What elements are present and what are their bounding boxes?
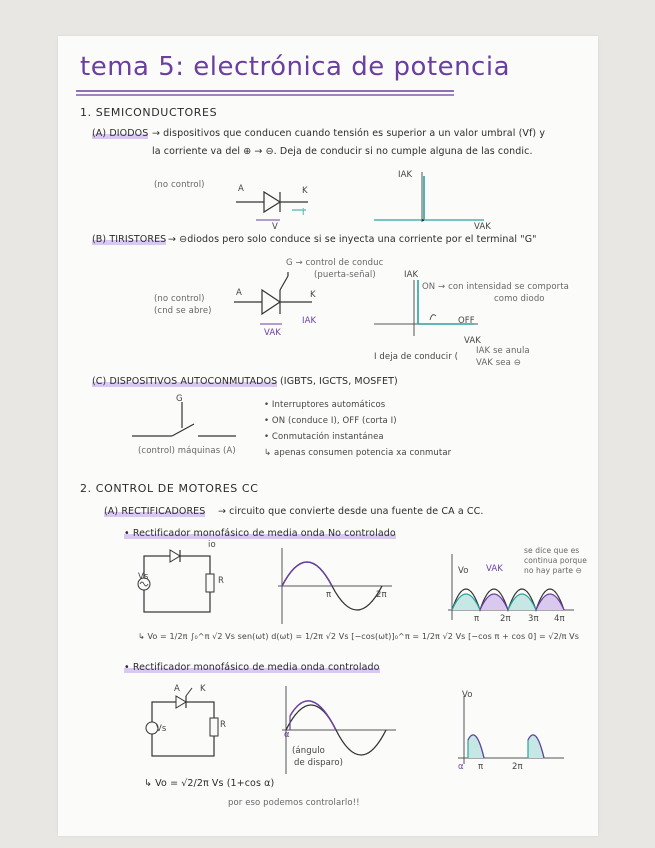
thyristor-off-label: OFF (458, 316, 475, 326)
rect2-angle: (ángulo (292, 746, 325, 756)
diode-cathode: K (302, 186, 308, 196)
thyristor-on-label: ON → con intensidad se comporta (422, 282, 569, 292)
diodos-no-control: (no control) (154, 180, 205, 190)
thyristor-cathode: K (310, 290, 316, 300)
rect2-output-plot (456, 696, 566, 766)
diode-v: V (272, 222, 278, 232)
rect1-sine-2pi: 2π (376, 590, 387, 600)
rect1-sine-pi: π (326, 590, 332, 600)
rect2-vo: Vo (462, 690, 473, 700)
rect1-note2: continua porque (524, 556, 587, 565)
rect1-out-4pi: 4π (554, 614, 565, 624)
rect2-out-pi: π (478, 762, 484, 772)
rect2-alpha: α (284, 730, 290, 740)
rect1-out-3pi: 3π (528, 614, 539, 624)
thyristor-no-control2: (cnd se abre) (154, 306, 212, 316)
switch-symbol (132, 396, 242, 442)
rect2-angle2: de disparo) (294, 758, 344, 768)
rect1-title: • Rectificador monofásico de media onda No controlado (124, 528, 396, 539)
diodos-line1: → dispositivos que conducen cuando tensión es superior a un valor umbral (Vf) y (152, 128, 546, 139)
rect1-vak-label: VAK (486, 564, 503, 574)
title-underline (76, 88, 456, 98)
rect1-note3: no hay parte ⊖ (524, 566, 582, 575)
diodos-label: (A) DIODOS (92, 128, 149, 139)
thyristor-no-control: (no control) (154, 294, 205, 304)
deja-de-conducir: I deja de conducir ( (374, 352, 459, 362)
tiristores-label: (B) TIRISTORES (92, 234, 167, 245)
autoconmutados-label: (C) DISPOSITIVOS AUTOCONMUTADOS (92, 376, 278, 387)
thyristor-anode: A (236, 288, 242, 298)
auto-bullet-4: ↳ apenas consumen potencia xa conmutar (264, 448, 452, 458)
rect1-r: R (218, 576, 225, 586)
section-1-heading: 1. SEMICONDUCTORES (80, 106, 218, 119)
notebook-page (58, 36, 598, 836)
tiristores-line1: → ⊖diodos pero solo conduce si se inyecta una corriente por el terminal "G" (168, 234, 537, 245)
diode-vak-axis: VAK (474, 222, 491, 232)
gate-note: G → control de conduc (286, 258, 384, 268)
rect2-out-2pi: 2π (512, 762, 523, 772)
auto-bullet-3: • Conmutación instantánea (264, 432, 384, 442)
page-title: tema 5: electrónica de potencia (80, 52, 511, 82)
diode-i: i (302, 208, 305, 218)
rect2-note: por eso podemos controlarlo!! (228, 798, 360, 808)
switch-gate: G (176, 394, 183, 404)
rect2-formula: ↳ Vo = √2/2π Vs (1+cos α) (144, 778, 275, 789)
diodos-line2: la corriente va del ⊕ → ⊖. Deja de conducir si no cumple alguna de las condic. (152, 146, 533, 157)
thyristor-iak: IAK (302, 316, 317, 326)
rect1-circuit (136, 546, 226, 620)
section-2-heading: 2. CONTROL DE MOTORES CC (80, 482, 259, 495)
rectificadores-text: → circuito que convierte desde una fuente de CA a CC. (218, 506, 484, 517)
thyristor-vak: VAK (264, 328, 281, 338)
deja-cond1: IAK se anula (476, 346, 530, 356)
rect1-out-2pi: 2π (500, 614, 511, 624)
auto-bullet-1: • Interruptores automáticos (264, 400, 386, 410)
rect2-out-alpha: α (458, 762, 464, 772)
switch-caption: (control) máquinas (A) (138, 446, 236, 456)
thyristor-symbol (234, 272, 330, 336)
rect1-formula: ↳ Vo = 1/2π ∫₀^π √2 Vs sen(ωt) d(ωt) = 1/2π √2 Vs [−cos(ωt)]₀^π = 1/2π √2 Vs [−cos π + cos 0] = √2/π Vs (138, 632, 580, 641)
rect1-vo-label: Vo (458, 566, 469, 576)
deja-cond2: VAK sea ⊖ (476, 358, 521, 368)
rect2-vs: Vs (156, 724, 167, 734)
thyristor-iak-axis: IAK (404, 270, 419, 280)
rect2-r: R (220, 720, 227, 730)
rect2-a: A (174, 684, 180, 694)
diode-symbol (236, 182, 326, 230)
thyristor-on-label2: como diodo (494, 294, 545, 304)
rect1-sine-plot (276, 548, 396, 624)
thyristor-vak-axis: VAK (464, 336, 481, 346)
rect1-note1: se dice que es (524, 546, 580, 555)
autoconmutados-examples: (IGBTS, IGCTS, MOSFET) (280, 376, 398, 387)
diode-anode: A (238, 184, 244, 194)
rect2-k: K (200, 684, 206, 694)
diode-iak-axis: IAK (398, 170, 413, 180)
rect1-io: io (208, 540, 216, 550)
rect1-vs: Vs (138, 572, 149, 582)
rect1-out-pi: π (474, 614, 480, 624)
rect2-title: • Rectificador monofásico de media onda controlado (124, 662, 380, 673)
rectificadores-label: (A) RECTIFICADORES (104, 506, 206, 517)
gate-note2: (puerta-señal) (314, 270, 376, 280)
auto-bullet-2: • ON (conduce I), OFF (corta I) (264, 416, 397, 426)
